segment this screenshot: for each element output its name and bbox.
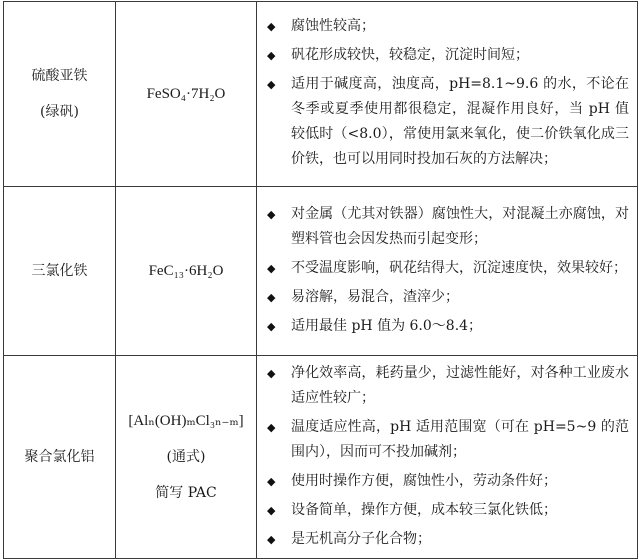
diamond-bullet-icon: ◆ xyxy=(267,503,276,517)
feature-list xyxy=(265,361,629,552)
diamond-bullet-icon: ◆ xyxy=(267,366,276,380)
list-item xyxy=(265,469,629,494)
coagulant-name-cell xyxy=(4,356,116,559)
feature-text: 适用最佳 pH 值为 6.0～8.4； xyxy=(291,317,483,334)
feature-text: 是无机高分子化合物； xyxy=(291,530,431,547)
list-item xyxy=(265,14,629,39)
feature-list xyxy=(265,14,629,172)
diamond-bullet-icon: ◆ xyxy=(267,261,276,275)
diamond-bullet-icon: ◆ xyxy=(267,290,276,304)
formula-note: (通式) xyxy=(166,449,206,465)
list-item xyxy=(265,256,629,281)
feature-text: 对金属（尤其对铁器）腐蚀性大，对混凝土亦腐蚀，对塑料管也会因发热而引起变形； xyxy=(291,205,629,247)
diamond-bullet-icon: ◆ xyxy=(267,20,276,33)
chemical-formula: FeC₁₃·6H₂O xyxy=(148,263,224,279)
chemical-formula-cell xyxy=(116,356,257,559)
coagulant-comparison-table xyxy=(3,1,638,559)
coagulant-name: 三氯化铁 xyxy=(31,263,88,279)
diamond-bullet-icon: ◆ xyxy=(267,207,276,221)
chemical-formula: [Alₙ(OH)ₘCl₃ₙ₋ₘ] xyxy=(128,413,244,429)
feature-list xyxy=(265,202,629,339)
diamond-bullet-icon: ◆ xyxy=(267,532,276,546)
feature-text: 净化效率高，耗药量少，过滤性能好，对各种工业废水适应性较广； xyxy=(291,364,629,406)
list-item xyxy=(265,527,629,552)
feature-text: 设备简单，操作方便，成本较三氯化铁低； xyxy=(291,501,557,518)
diamond-bullet-icon: ◆ xyxy=(267,319,276,333)
diamond-bullet-icon: ◆ xyxy=(267,49,276,62)
coagulant-alias: (绿矾) xyxy=(40,104,79,120)
list-item xyxy=(265,43,629,68)
diamond-bullet-icon: ◆ xyxy=(267,474,276,488)
diamond-bullet-icon: ◆ xyxy=(267,420,276,434)
coagulant-name: 硫酸亚铁 xyxy=(31,68,88,84)
coagulant-name-cell xyxy=(4,187,116,356)
list-item xyxy=(265,314,629,339)
feature-text: 矾花形成较快，较稳定，沉淀时间短； xyxy=(291,47,529,63)
features-cell xyxy=(257,356,638,559)
abbreviation: 简写 PAC xyxy=(155,485,217,501)
features-cell xyxy=(257,187,638,356)
diamond-bullet-icon: ◆ xyxy=(267,78,276,91)
coagulant-name-cell xyxy=(4,2,116,187)
table-row xyxy=(4,356,638,559)
chemical-formula-cell xyxy=(116,2,257,187)
table-row xyxy=(4,2,638,187)
feature-text: 腐蚀性较高； xyxy=(291,18,375,34)
chemical-formula-cell xyxy=(116,187,257,356)
feature-text: 温度适应性高，pH 适用范围宽（可在 pH=5~9 的范围内），因而可不投加碱剂； xyxy=(291,418,629,460)
feature-text: 使用时操作方便，腐蚀性小，劳动条件好； xyxy=(291,472,557,489)
feature-text: 适用于碱度高，浊度高，pH=8.1~9.6 的水，不论在冬季或夏季使用都很稳定，混凝作用良好，当 pH 值较低时（<8.0），常使用氯来氧化，使二价铁氧化成三价铁，也可以用同时投加石灰的方法解决； xyxy=(291,76,629,167)
feature-text: 易溶解，易混合，渣滓少； xyxy=(291,288,459,305)
list-item xyxy=(265,72,629,172)
features-cell xyxy=(257,2,638,187)
list-item xyxy=(265,361,629,411)
list-item xyxy=(265,498,629,523)
coagulant-name: 聚合氯化铝 xyxy=(24,449,95,465)
list-item xyxy=(265,415,629,465)
feature-text: 不受温度影响，矾花结得大，沉淀速度快，效果较好； xyxy=(291,259,627,276)
table-row xyxy=(4,187,638,356)
list-item xyxy=(265,202,629,252)
list-item xyxy=(265,285,629,310)
chemical-formula: FeSO₄·7H₂O xyxy=(146,86,226,102)
